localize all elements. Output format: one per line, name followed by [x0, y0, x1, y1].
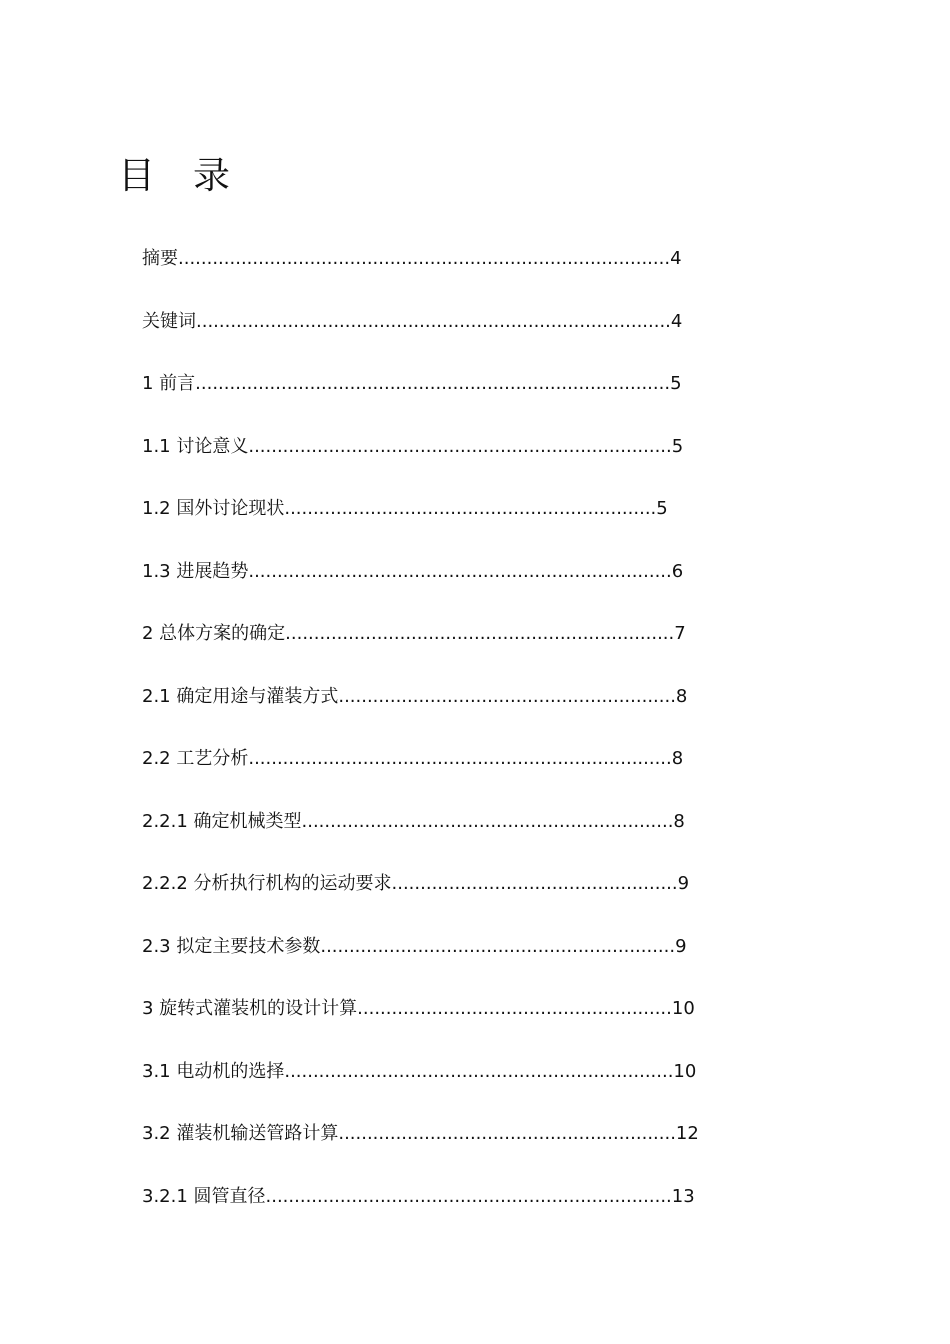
toc-entry[interactable] [142, 494, 699, 557]
toc-entry[interactable] [142, 1119, 699, 1182]
toc-entry[interactable] [142, 244, 699, 307]
toc-entry[interactable] [142, 432, 699, 495]
toc-entry-text: 2.3 拟定主要技术参数..............................................................9 [142, 935, 687, 957]
toc-entry-text: 1.2 国外讨论现状.................................................................5 [142, 498, 668, 519]
toc-entry-text: 1 前言...................................................................................5 [142, 373, 682, 394]
toc-entry[interactable] [142, 869, 699, 932]
toc-entry-text: 2.2.1 确定机械类型.................................................................8 [142, 810, 685, 832]
toc-entry[interactable] [142, 1057, 699, 1120]
toc-entry-text: 3 旋转式灌装机的设计计算.......................................................10 [142, 998, 695, 1019]
toc-entry-text: 2 总体方案的确定....................................................................7 [142, 623, 686, 644]
toc-entry-text: 2.2.2 分析执行机构的运动要求..................................................9 [142, 873, 690, 894]
page-title: 目录 [118, 153, 268, 197]
toc-entry[interactable] [142, 557, 699, 620]
toc-entry-text: 1.1 讨论意义..........................................................................5 [142, 435, 684, 457]
toc-entry-text: 2.2 工艺分析..........................................................................8 [142, 748, 684, 769]
toc-entry-text: 1.3 进展趋势..........................................................................6 [142, 560, 684, 582]
table-of-contents [142, 244, 699, 1244]
toc-entry[interactable] [142, 807, 699, 870]
toc-entry[interactable] [142, 619, 699, 682]
toc-entry[interactable] [142, 682, 699, 745]
toc-entry-text: 关键词...................................................................................4 [142, 310, 683, 332]
toc-entry-text: 3.2.1 圆管直径.......................................................................13 [142, 1185, 695, 1207]
toc-entry[interactable] [142, 1182, 699, 1245]
toc-entry-text: 3.2 灌装机输送管路计算...........................................................12 [142, 1123, 699, 1144]
toc-entry-text: 摘要......................................................................................4 [142, 248, 682, 269]
toc-entry[interactable] [142, 307, 699, 370]
toc-entry-text: 3.1 电动机的选择....................................................................10 [142, 1060, 697, 1082]
toc-entry-text: 2.1 确定用途与灌装方式...........................................................8 [142, 685, 688, 707]
toc-entry[interactable] [142, 369, 699, 432]
toc-entry[interactable] [142, 994, 699, 1057]
toc-entry[interactable] [142, 744, 699, 807]
toc-entry[interactable] [142, 932, 699, 995]
